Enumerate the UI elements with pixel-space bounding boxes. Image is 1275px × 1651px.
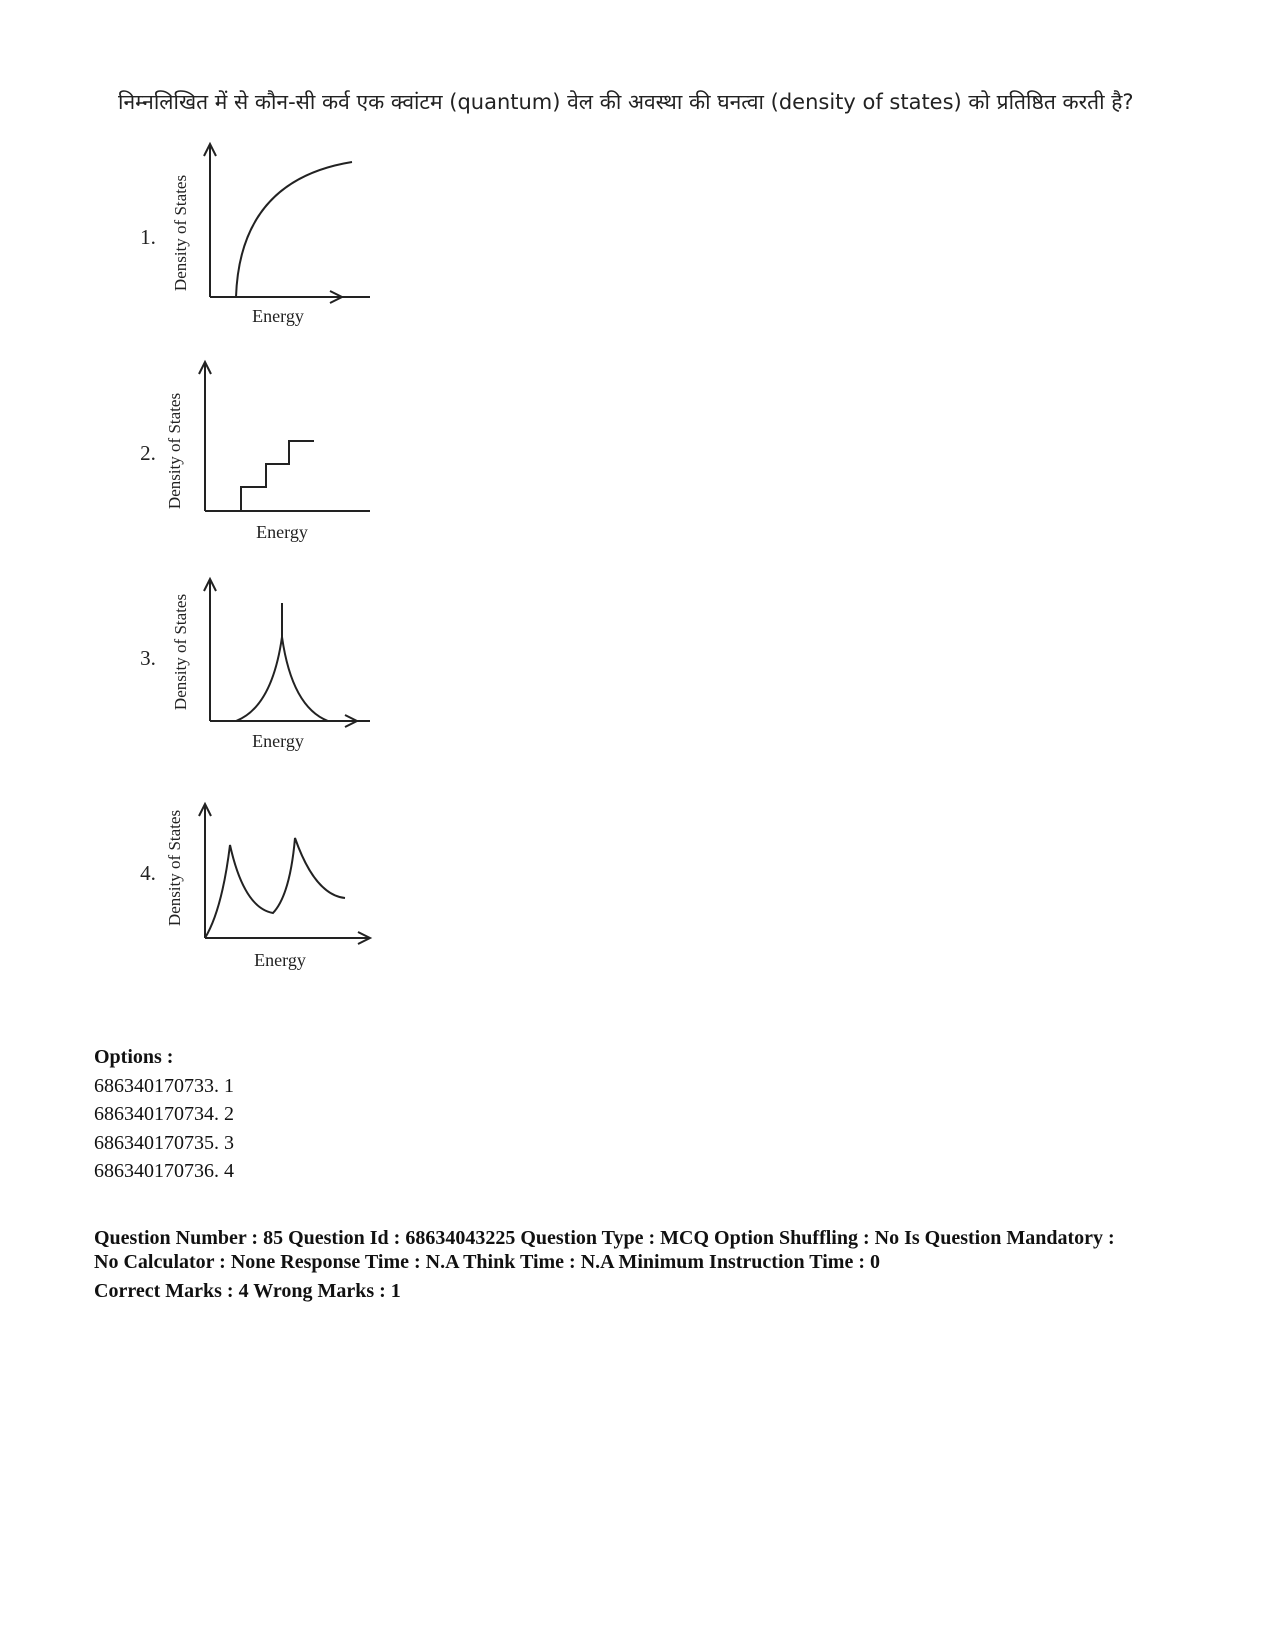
y-axis-label: Density of States: [171, 593, 190, 711]
figure-4: [140, 800, 380, 1000]
x-axis-label: Energy: [256, 522, 308, 542]
figure-1: [140, 140, 380, 340]
x-axis-label: Energy: [252, 731, 304, 751]
y-axis-label: Density of States: [165, 392, 184, 510]
marks-line: Correct Marks : 4 Wrong Marks : 1: [94, 1280, 401, 1302]
option-3[interactable]: 686340170735. 3: [94, 1131, 234, 1154]
options-block: [94, 1043, 234, 1186]
meta-line-2: No Calculator : None Response Time : N.A Think Time : N.A Minimum Instruction Time : 0: [94, 1251, 880, 1273]
figure-2: [140, 358, 380, 558]
dos-curve: [205, 838, 345, 938]
question-text: निम्नलिखित में से कौन-सी कर्व एक क्वांटम (quantum) वेल की अवस्था की घनत्वा (density of states) को प्रतिष्ठित करती है?: [118, 90, 1134, 114]
x-axis-label: Energy: [252, 306, 304, 326]
figure-number: 3.: [140, 646, 156, 670]
option-2[interactable]: 686340170734. 2: [94, 1103, 234, 1125]
option-4[interactable]: 686340170736. 4: [94, 1160, 234, 1182]
dos-curve: [236, 637, 328, 721]
figure-number: 1.: [140, 225, 156, 249]
option-1[interactable]: 686340170733. 1: [94, 1074, 234, 1097]
y-axis-label: Density of States: [171, 174, 190, 292]
y-axis-label: Density of States: [165, 809, 184, 927]
dos-curve: [236, 162, 352, 297]
options-title: Options :: [94, 1046, 174, 1068]
figure-number: 2.: [140, 441, 156, 465]
meta-line-1: Question Number : 85 Question Id : 68634043225 Question Type : MCQ Option Shuffling : No Is Question Mandatory :: [94, 1227, 1115, 1249]
figure-number: 4.: [140, 861, 156, 885]
question-meta: [94, 1226, 1214, 1303]
dos-curve: [241, 441, 314, 511]
x-axis-label: Energy: [254, 950, 306, 970]
figure-3: [140, 575, 380, 775]
